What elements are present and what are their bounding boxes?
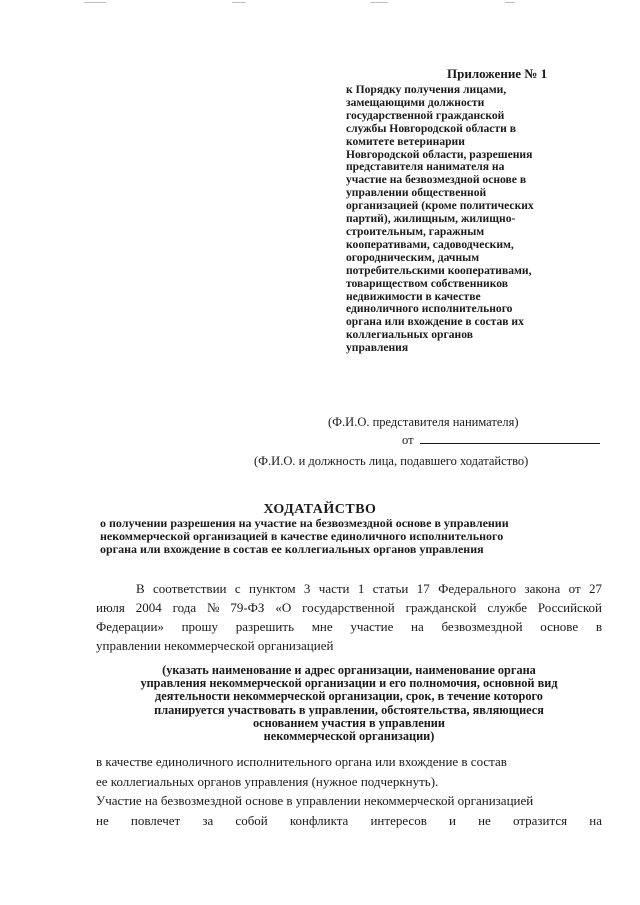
word: 17	[416, 581, 430, 596]
body-line: ее коллегиальных органов управления (нужное подчеркнуть).	[96, 773, 439, 789]
word: 2004	[135, 600, 162, 615]
word: от	[568, 581, 581, 596]
word: не	[478, 812, 491, 828]
appendix-line: государственной гражданской	[346, 108, 505, 122]
word: №	[207, 600, 220, 615]
appendix-line: строительным, гаражным	[346, 224, 485, 238]
appendix-line: потребительскими кооперативами,	[346, 263, 532, 277]
word: не	[96, 812, 109, 828]
word: «О	[275, 600, 292, 615]
appendix-line: кооперативами, садоводческим,	[346, 237, 514, 251]
word: разрешить	[235, 619, 295, 634]
from-field	[402, 433, 600, 448]
instruction-line: основанием участия в управлении	[253, 715, 445, 730]
word: на	[589, 812, 602, 828]
body-line: в качестве единоличного исполнительного органа или вхождение в состав	[96, 754, 507, 769]
word: июля	[96, 600, 125, 615]
appendix-line: замещающими должности	[346, 95, 485, 109]
word: Федерального	[438, 581, 517, 596]
word: службе	[487, 600, 527, 615]
word: на	[411, 619, 424, 634]
word: и	[448, 812, 456, 828]
word: прошу	[181, 619, 219, 634]
justified-line	[96, 636, 602, 655]
appendix-line: коллегиальных органов	[346, 328, 473, 342]
word: участие	[350, 619, 394, 634]
appendix-line: участие на безвозмездной основе в	[346, 173, 527, 187]
word: соответствии	[153, 581, 227, 596]
appendix-line: к Порядку получения лицами,	[346, 83, 507, 96]
word: с	[234, 581, 241, 596]
appendix-line: партий), жилищным, жилищно-	[346, 212, 516, 226]
word: за	[202, 812, 214, 828]
word: закона	[524, 581, 561, 596]
word: года	[172, 600, 197, 615]
appendix-line: организацией (кроме политических	[346, 199, 534, 213]
word: мне	[311, 619, 333, 634]
representative-label: (Ф.И.О. представителя нанимателя)	[328, 415, 519, 429]
word: конфликта	[289, 812, 349, 828]
petition-title: ХОДАТАЙСТВО	[263, 502, 377, 517]
from-label: от	[402, 433, 414, 447]
petition-subtitle	[100, 517, 560, 556]
appendix-line: огородническим, дачным	[346, 250, 480, 264]
word: отразится	[512, 812, 568, 828]
appendix-line: органа или вхождение в состав их	[346, 315, 524, 329]
request-paragraph	[96, 579, 602, 655]
word: государственной	[302, 600, 395, 615]
appendix-line: службы Новгородской области в	[346, 121, 516, 135]
word: гражданской	[405, 600, 477, 615]
word: управлении некоммерческой организацией	[96, 638, 334, 653]
word: статьи	[372, 581, 409, 596]
body-line: Участие на безвозмездной основе в управлении некоммерческой организацией	[96, 793, 534, 808]
instruction-line: управления некоммерческой организации и его полномочия, основной вид	[140, 676, 558, 691]
word: В	[136, 581, 145, 596]
appendix-line: комитете ветеринарии	[346, 134, 465, 148]
instruction-note	[96, 664, 602, 743]
scan-artifact	[0, 0, 640, 6]
instruction-line: деятельности некоммерческой организации, срок, в течение которого	[155, 689, 543, 704]
word: Федерации»	[96, 619, 164, 634]
word: основе	[540, 619, 579, 634]
word: безвозмездной	[441, 619, 523, 634]
word: пунктом	[249, 581, 296, 596]
instruction-line: некоммерческой организации)	[263, 729, 435, 744]
appendix-line: товариществом собственников	[346, 276, 509, 290]
word: 27	[588, 581, 602, 596]
appendix-line: представителя нанимателя на	[346, 160, 505, 174]
subtitle-line: органа или вхождение в состав ее коллегиальных органов управления	[100, 542, 484, 556]
justified-line	[96, 579, 602, 598]
word: 79-ФЗ	[230, 600, 265, 615]
word: повлечет	[130, 812, 181, 828]
subtitle-line: некоммерческой организацией в качестве единоличного исполнительного	[100, 529, 504, 543]
word: в	[595, 619, 602, 634]
signature-underline	[420, 433, 600, 444]
instruction-line: (указать наименование и адрес организации, наименование органа	[162, 663, 536, 677]
word: Российской	[537, 600, 602, 615]
justified-line	[96, 617, 602, 636]
applicant-label: (Ф.И.О. и должность лица, подавшего ходатайство)	[254, 454, 529, 468]
appendix-caption	[346, 84, 602, 355]
appendix-line: управления	[346, 341, 409, 355]
justified-line	[96, 811, 602, 831]
instruction-line: планируется участвовать в управлении, обстоятельства, являющиеся	[154, 702, 544, 717]
word: 1	[357, 581, 365, 596]
appendix-title: Приложение № 1	[447, 66, 548, 81]
word: собой	[235, 812, 268, 828]
appendix-line: недвижимости в качестве	[346, 289, 481, 303]
appendix-line: управлении общественной	[346, 186, 487, 200]
word: интересов	[370, 812, 427, 828]
body-paragraph	[96, 752, 602, 830]
subtitle-line: о получении разрешения на участие на безвозмездной основе в управлении	[100, 516, 509, 530]
justified-line	[96, 598, 602, 617]
appendix-line: Новгородской области, разрешения	[346, 147, 533, 161]
appendix-line: единоличного исполнительного	[346, 302, 513, 316]
word: части	[318, 581, 350, 596]
word: 3	[303, 581, 311, 596]
